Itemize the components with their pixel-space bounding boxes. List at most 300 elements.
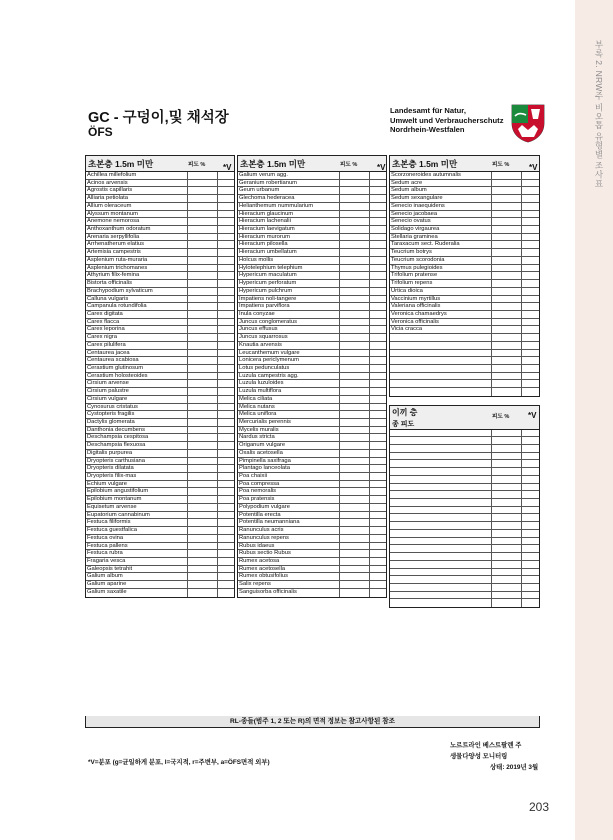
distribution-cell[interactable] [218,535,234,542]
cover-cell[interactable] [340,519,370,526]
cover-cell[interactable] [340,558,370,565]
distribution-cell[interactable] [522,365,539,372]
cover-cell[interactable] [492,195,522,202]
cover-cell[interactable] [188,442,218,449]
distribution-cell[interactable] [218,234,234,241]
cover-cell[interactable] [340,465,370,472]
distribution-cell[interactable] [522,445,539,452]
distribution-cell[interactable] [370,272,386,279]
distribution-cell[interactable] [522,280,539,287]
cover-cell[interactable] [492,380,522,387]
distribution-cell[interactable] [522,388,539,396]
cover-cell[interactable] [188,288,218,295]
distribution-cell[interactable] [218,512,234,519]
distribution-cell[interactable] [218,465,234,472]
distribution-cell[interactable] [370,226,386,233]
cover-cell[interactable] [340,488,370,495]
cover-cell[interactable] [188,241,218,248]
cover-cell[interactable] [188,311,218,318]
cover-cell[interactable] [492,507,522,514]
cover-cell[interactable] [492,311,522,318]
cover-cell[interactable] [188,543,218,550]
cover-cell[interactable] [492,388,522,396]
cover-cell[interactable] [188,573,218,580]
distribution-cell[interactable] [218,257,234,264]
cover-cell[interactable] [340,442,370,449]
distribution-cell[interactable] [522,430,539,437]
cover-cell[interactable] [188,450,218,457]
distribution-cell[interactable] [370,589,386,597]
cover-cell[interactable] [188,527,218,534]
cover-cell[interactable] [188,535,218,542]
cover-cell[interactable] [492,484,522,491]
distribution-cell[interactable] [370,411,386,418]
cover-cell[interactable] [340,404,370,411]
distribution-cell[interactable] [218,296,234,303]
cover-cell[interactable] [492,272,522,279]
distribution-cell[interactable] [522,507,539,514]
distribution-cell[interactable] [370,257,386,264]
cover-cell[interactable] [188,519,218,526]
cover-cell[interactable] [188,365,218,372]
distribution-cell[interactable] [218,566,234,573]
cover-cell[interactable] [188,187,218,194]
cover-cell[interactable] [340,380,370,387]
distribution-cell[interactable] [370,365,386,372]
distribution-cell[interactable] [522,530,539,537]
distribution-cell[interactable] [370,303,386,310]
distribution-cell[interactable] [370,241,386,248]
cover-cell[interactable] [188,411,218,418]
cover-cell[interactable] [188,581,218,588]
distribution-cell[interactable] [370,573,386,580]
distribution-cell[interactable] [218,496,234,503]
distribution-cell[interactable] [370,342,386,349]
distribution-cell[interactable] [370,334,386,341]
cover-cell[interactable] [492,499,522,506]
distribution-cell[interactable] [370,566,386,573]
distribution-cell[interactable] [218,211,234,218]
cover-cell[interactable] [492,514,522,521]
distribution-cell[interactable] [370,550,386,557]
cover-cell[interactable] [188,296,218,303]
cover-cell[interactable] [340,535,370,542]
distribution-cell[interactable] [522,476,539,483]
cover-cell[interactable] [188,473,218,480]
cover-cell[interactable] [492,445,522,452]
cover-cell[interactable] [188,334,218,341]
distribution-cell[interactable] [370,581,386,588]
distribution-cell[interactable] [370,419,386,426]
cover-cell[interactable] [492,280,522,287]
distribution-cell[interactable] [522,342,539,349]
cover-cell[interactable] [492,265,522,272]
cover-cell[interactable] [492,326,522,333]
cover-cell[interactable] [188,257,218,264]
distribution-cell[interactable] [218,450,234,457]
cover-cell[interactable] [492,296,522,303]
distribution-cell[interactable] [370,558,386,565]
distribution-cell[interactable] [218,589,234,597]
cover-cell[interactable] [492,545,522,552]
cover-cell[interactable] [492,561,522,568]
distribution-cell[interactable] [218,458,234,465]
distribution-cell[interactable] [370,404,386,411]
distribution-cell[interactable] [370,180,386,187]
cover-cell[interactable] [188,350,218,357]
distribution-cell[interactable] [370,350,386,357]
distribution-cell[interactable] [370,481,386,488]
distribution-cell[interactable] [522,249,539,256]
cover-cell[interactable] [492,172,522,179]
distribution-cell[interactable] [370,195,386,202]
distribution-cell[interactable] [370,172,386,179]
distribution-cell[interactable] [370,527,386,534]
distribution-cell[interactable] [522,499,539,506]
distribution-cell[interactable] [218,365,234,372]
distribution-cell[interactable] [218,419,234,426]
cover-cell[interactable] [188,211,218,218]
cover-cell[interactable] [340,458,370,465]
cover-cell[interactable] [188,226,218,233]
cover-cell[interactable] [340,527,370,534]
cover-cell[interactable] [340,257,370,264]
cover-cell[interactable] [340,427,370,434]
distribution-cell[interactable] [218,303,234,310]
cover-cell[interactable] [492,226,522,233]
cover-cell[interactable] [340,334,370,341]
distribution-cell[interactable] [370,187,386,194]
cover-cell[interactable] [492,211,522,218]
distribution-cell[interactable] [218,195,234,202]
distribution-cell[interactable] [522,468,539,475]
distribution-cell[interactable] [370,265,386,272]
distribution-cell[interactable] [370,296,386,303]
cover-cell[interactable] [492,538,522,545]
distribution-cell[interactable] [370,288,386,295]
cover-cell[interactable] [188,396,218,403]
cover-cell[interactable] [340,550,370,557]
distribution-cell[interactable] [522,195,539,202]
cover-cell[interactable] [492,257,522,264]
distribution-cell[interactable] [218,172,234,179]
distribution-cell[interactable] [218,573,234,580]
distribution-cell[interactable] [370,535,386,542]
cover-cell[interactable] [340,419,370,426]
distribution-cell[interactable] [522,357,539,364]
distribution-cell[interactable] [370,249,386,256]
cover-cell[interactable] [492,453,522,460]
cover-cell[interactable] [340,311,370,318]
distribution-cell[interactable] [522,538,539,545]
distribution-cell[interactable] [218,226,234,233]
cover-cell[interactable] [492,599,522,607]
cover-cell[interactable] [340,504,370,511]
distribution-cell[interactable] [218,473,234,480]
distribution-cell[interactable] [218,581,234,588]
distribution-cell[interactable] [522,203,539,210]
cover-cell[interactable] [492,584,522,591]
cover-cell[interactable] [340,373,370,380]
cover-cell[interactable] [340,296,370,303]
cover-cell[interactable] [340,473,370,480]
distribution-cell[interactable] [522,288,539,295]
cover-cell[interactable] [188,504,218,511]
distribution-cell[interactable] [218,180,234,187]
distribution-cell[interactable] [522,599,539,607]
cover-cell[interactable] [188,203,218,210]
cover-cell[interactable] [188,434,218,441]
cover-cell[interactable] [340,265,370,272]
cover-cell[interactable] [492,203,522,210]
cover-cell[interactable] [492,319,522,326]
cover-cell[interactable] [492,334,522,341]
cover-cell[interactable] [340,365,370,372]
distribution-cell[interactable] [522,211,539,218]
distribution-cell[interactable] [370,512,386,519]
distribution-cell[interactable] [522,491,539,498]
distribution-cell[interactable] [522,545,539,552]
distribution-cell[interactable] [522,350,539,357]
distribution-cell[interactable] [218,249,234,256]
distribution-cell[interactable] [218,550,234,557]
cover-cell[interactable] [340,226,370,233]
distribution-cell[interactable] [218,442,234,449]
distribution-cell[interactable] [522,584,539,591]
distribution-cell[interactable] [522,373,539,380]
cover-cell[interactable] [188,265,218,272]
distribution-cell[interactable] [522,453,539,460]
cover-cell[interactable] [492,234,522,241]
cover-cell[interactable] [340,589,370,597]
distribution-cell[interactable] [522,553,539,560]
distribution-cell[interactable] [218,218,234,225]
distribution-cell[interactable] [370,488,386,495]
distribution-cell[interactable] [370,203,386,210]
cover-cell[interactable] [188,195,218,202]
cover-cell[interactable] [340,211,370,218]
cover-cell[interactable] [492,491,522,498]
distribution-cell[interactable] [370,396,386,403]
cover-cell[interactable] [340,434,370,441]
cover-cell[interactable] [340,180,370,187]
cover-cell[interactable] [340,512,370,519]
distribution-cell[interactable] [218,396,234,403]
distribution-cell[interactable] [370,280,386,287]
cover-cell[interactable] [492,180,522,187]
distribution-cell[interactable] [370,434,386,441]
cover-cell[interactable] [492,249,522,256]
distribution-cell[interactable] [218,488,234,495]
distribution-cell[interactable] [370,218,386,225]
cover-cell[interactable] [340,581,370,588]
cover-cell[interactable] [340,388,370,395]
cover-cell[interactable] [492,288,522,295]
cover-cell[interactable] [340,566,370,573]
cover-cell[interactable] [188,589,218,597]
distribution-cell[interactable] [218,434,234,441]
distribution-cell[interactable] [522,334,539,341]
distribution-cell[interactable] [370,373,386,380]
distribution-cell[interactable] [218,404,234,411]
cover-cell[interactable] [492,576,522,583]
distribution-cell[interactable] [522,265,539,272]
cover-cell[interactable] [188,234,218,241]
distribution-cell[interactable] [522,437,539,444]
cover-cell[interactable] [340,187,370,194]
cover-cell[interactable] [188,303,218,310]
distribution-cell[interactable] [218,288,234,295]
distribution-cell[interactable] [218,543,234,550]
cover-cell[interactable] [188,388,218,395]
distribution-cell[interactable] [522,303,539,310]
cover-cell[interactable] [492,460,522,467]
distribution-cell[interactable] [370,326,386,333]
distribution-cell[interactable] [218,342,234,349]
distribution-cell[interactable] [370,504,386,511]
distribution-cell[interactable] [218,380,234,387]
cover-cell[interactable] [340,350,370,357]
distribution-cell[interactable] [370,234,386,241]
distribution-cell[interactable] [370,519,386,526]
cover-cell[interactable] [492,430,522,437]
distribution-cell[interactable] [218,357,234,364]
distribution-cell[interactable] [370,458,386,465]
distribution-cell[interactable] [218,519,234,526]
cover-cell[interactable] [188,272,218,279]
distribution-cell[interactable] [218,334,234,341]
cover-cell[interactable] [188,512,218,519]
cover-cell[interactable] [188,458,218,465]
cover-cell[interactable] [340,326,370,333]
distribution-cell[interactable] [218,411,234,418]
cover-cell[interactable] [492,357,522,364]
distribution-cell[interactable] [522,484,539,491]
cover-cell[interactable] [188,404,218,411]
distribution-cell[interactable] [218,241,234,248]
cover-cell[interactable] [492,476,522,483]
cover-cell[interactable] [340,342,370,349]
distribution-cell[interactable] [522,180,539,187]
cover-cell[interactable] [188,172,218,179]
distribution-cell[interactable] [522,218,539,225]
cover-cell[interactable] [340,288,370,295]
distribution-cell[interactable] [522,326,539,333]
distribution-cell[interactable] [218,558,234,565]
cover-cell[interactable] [188,373,218,380]
distribution-cell[interactable] [370,473,386,480]
cover-cell[interactable] [492,303,522,310]
cover-cell[interactable] [492,437,522,444]
distribution-cell[interactable] [218,280,234,287]
distribution-cell[interactable] [522,311,539,318]
distribution-cell[interactable] [522,234,539,241]
cover-cell[interactable] [188,496,218,503]
cover-cell[interactable] [340,241,370,248]
distribution-cell[interactable] [218,326,234,333]
cover-cell[interactable] [340,303,370,310]
cover-cell[interactable] [340,496,370,503]
distribution-cell[interactable] [370,357,386,364]
distribution-cell[interactable] [218,481,234,488]
cover-cell[interactable] [188,180,218,187]
cover-cell[interactable] [340,172,370,179]
cover-cell[interactable] [188,342,218,349]
cover-cell[interactable] [188,326,218,333]
distribution-cell[interactable] [522,380,539,387]
cover-cell[interactable] [188,249,218,256]
cover-cell[interactable] [492,569,522,576]
distribution-cell[interactable] [218,427,234,434]
distribution-cell[interactable] [370,427,386,434]
cover-cell[interactable] [340,481,370,488]
distribution-cell[interactable] [522,296,539,303]
cover-cell[interactable] [188,488,218,495]
distribution-cell[interactable] [370,388,386,395]
cover-cell[interactable] [492,530,522,537]
cover-cell[interactable] [492,468,522,475]
distribution-cell[interactable] [522,592,539,599]
cover-cell[interactable] [188,427,218,434]
cover-cell[interactable] [188,558,218,565]
cover-cell[interactable] [492,342,522,349]
cover-cell[interactable] [492,522,522,529]
distribution-cell[interactable] [370,496,386,503]
distribution-cell[interactable] [370,543,386,550]
cover-cell[interactable] [188,218,218,225]
distribution-cell[interactable] [218,272,234,279]
cover-cell[interactable] [340,411,370,418]
cover-cell[interactable] [188,566,218,573]
distribution-cell[interactable] [522,187,539,194]
distribution-cell[interactable] [370,380,386,387]
cover-cell[interactable] [492,241,522,248]
cover-cell[interactable] [188,380,218,387]
distribution-cell[interactable] [218,319,234,326]
cover-cell[interactable] [340,272,370,279]
cover-cell[interactable] [340,234,370,241]
cover-cell[interactable] [188,481,218,488]
cover-cell[interactable] [340,195,370,202]
distribution-cell[interactable] [522,319,539,326]
cover-cell[interactable] [492,218,522,225]
distribution-cell[interactable] [218,527,234,534]
cover-cell[interactable] [492,373,522,380]
distribution-cell[interactable] [218,203,234,210]
cover-cell[interactable] [492,592,522,599]
cover-cell[interactable] [340,203,370,210]
distribution-cell[interactable] [218,187,234,194]
distribution-cell[interactable] [218,373,234,380]
cover-cell[interactable] [492,187,522,194]
cover-cell[interactable] [188,280,218,287]
distribution-cell[interactable] [370,311,386,318]
distribution-cell[interactable] [218,388,234,395]
distribution-cell[interactable] [370,319,386,326]
distribution-cell[interactable] [370,450,386,457]
cover-cell[interactable] [492,365,522,372]
distribution-cell[interactable] [218,504,234,511]
cover-cell[interactable] [340,319,370,326]
distribution-cell[interactable] [522,257,539,264]
cover-cell[interactable] [340,218,370,225]
cover-cell[interactable] [340,396,370,403]
distribution-cell[interactable] [522,241,539,248]
cover-cell[interactable] [188,319,218,326]
cover-cell[interactable] [188,419,218,426]
distribution-cell[interactable] [218,311,234,318]
distribution-cell[interactable] [522,569,539,576]
